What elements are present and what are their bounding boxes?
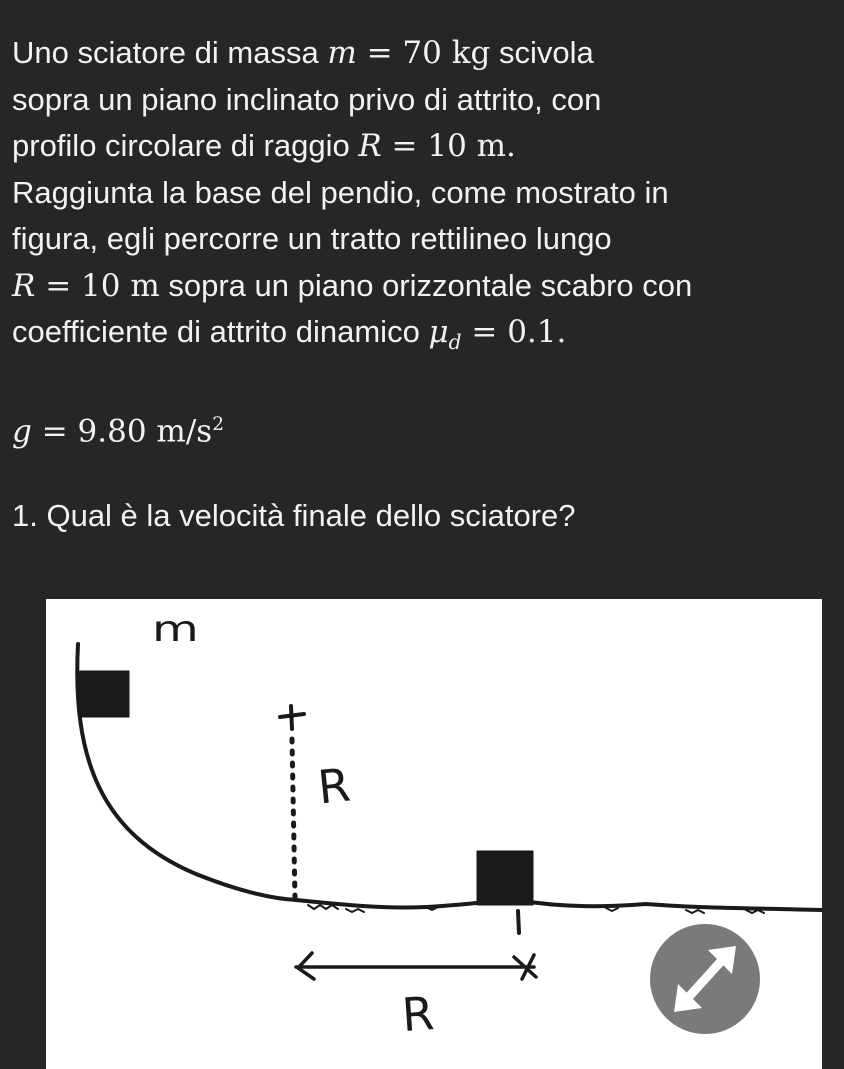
question-text: 1. Qual è la velocità finale dello sciatore? xyxy=(12,497,576,533)
label-length: R xyxy=(400,985,436,1043)
problem-line-5: figura, egli percorre un tratto rettilineo lungo xyxy=(12,221,612,256)
expand-arrows-icon xyxy=(650,924,760,1034)
mass-block-bottom xyxy=(478,852,532,904)
length-arrow xyxy=(296,953,536,979)
label-mass: m xyxy=(152,608,199,650)
center-marker xyxy=(280,706,304,729)
label-radius: R xyxy=(315,757,353,815)
mass-block-top xyxy=(80,672,128,716)
problem-line-6: R = 10 m sopra un piano orizzontale scabro con xyxy=(12,267,693,304)
problem-line-2: sopra un piano inclinato privo di attrito, con xyxy=(12,81,602,117)
problem-line-3: profilo circolare di raggio R = 10 m. xyxy=(12,128,516,164)
expand-image-button[interactable] xyxy=(650,924,760,1034)
length-right-tick xyxy=(518,911,519,933)
problem-line-4: Raggiunta la base del pendio, come mostrato in xyxy=(12,174,669,210)
problem-text xyxy=(12,30,832,539)
gravity-line: g = 9.80 $m/s^2$ xyxy=(12,413,225,450)
radius-dotted-line xyxy=(292,739,295,899)
horizontal-rough-floor xyxy=(296,900,822,910)
problem-line-1: Uno sciatore di massa m = 70 kg scivola xyxy=(12,35,594,71)
problem-line-7: coefficiente di attrito dinamico $\mu_d = 0.1$. xyxy=(12,314,567,355)
